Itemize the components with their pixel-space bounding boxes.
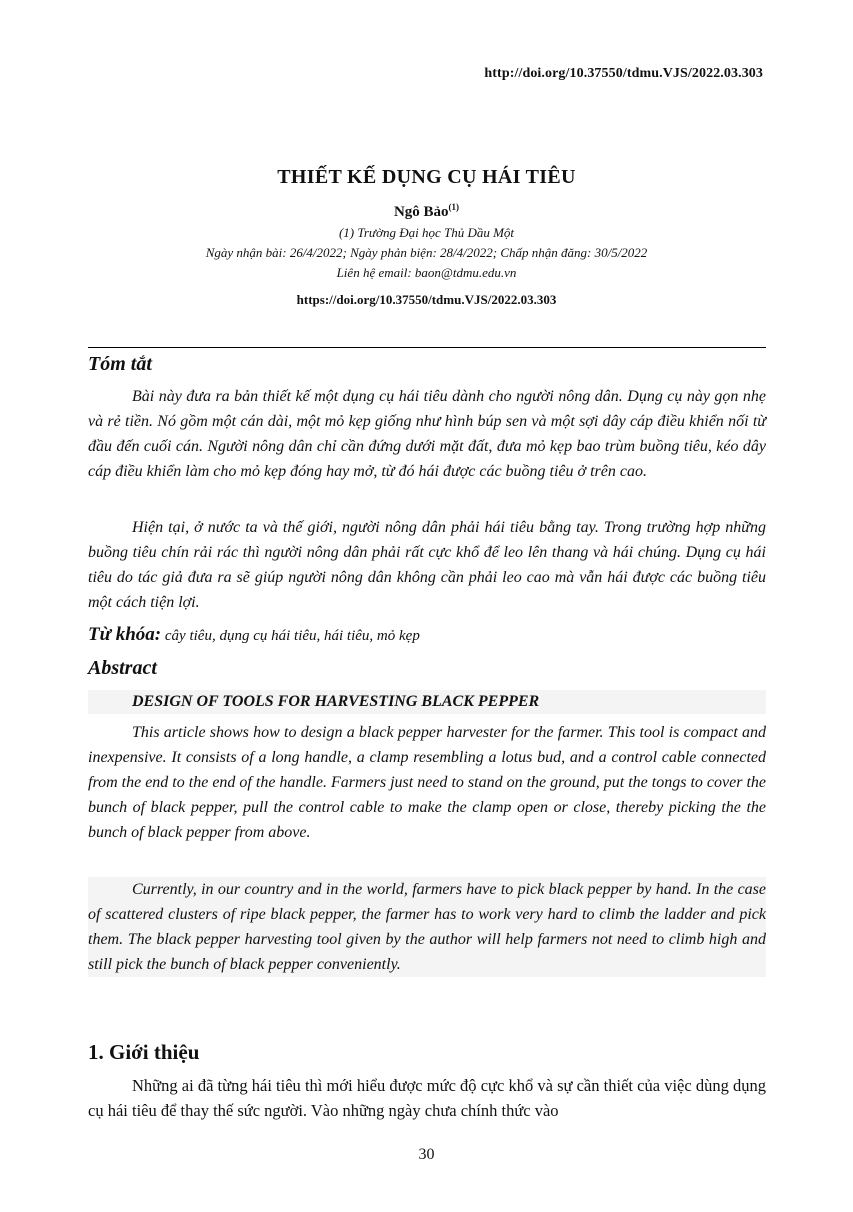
author-line xyxy=(0,202,853,221)
summary-paragraph-1: Bài này đưa ra bản thiết kế một dụng cụ hái tiêu dành cho người nông dân. Dụng cụ này gọn nhẹ và rẻ tiền. Nó gồm một cán dài, một mỏ kẹp giống như hình búp sen và một sợi dây cáp điều khiển nối từ đầu đến cuối cán. Người nông dân chỉ cần đứng dưới mặt đất, đưa mỏ kẹp bao trùm buồng tiêu, kéo dây cáp điều khiển làm cho mỏ kẹp đóng hay mở, từ đó hái được các buồng tiêu ở trên cao. xyxy=(88,388,766,480)
contact-email: Liên hệ email: baon@tdmu.edu.vn xyxy=(336,265,517,280)
keywords-list: cây tiêu, dụng cụ hái tiêu, hái tiêu, mỏ kẹp xyxy=(161,628,420,644)
keywords xyxy=(88,624,766,646)
abstract-title: DESIGN OF TOOLS FOR HARVESTING BLACK PEPPER xyxy=(88,690,766,714)
keywords-label: Từ khóa: xyxy=(88,624,162,645)
affiliation: (1) Trường Đại học Thủ Dầu Một xyxy=(338,225,515,240)
author-affiliation-marker: (1) xyxy=(448,202,460,212)
section-divider xyxy=(88,347,766,348)
abstract-heading: Abstract xyxy=(88,657,157,679)
summary-paragraph-2: Hiện tại, ở nước ta và thế giới, người nông dân phải hái tiêu bằng tay. Trong trường hợp những buồng tiêu chín rải rác thì người nông dân phải rất cực khổ để leo lên thang và hái chúng. Dụng cụ hái tiêu do tác giả đưa ra sẽ giúp người nông dân không cần phải leo cao mà vẫn hái được các buồng tiêu một cách tiện lợi. xyxy=(88,519,766,611)
summary-heading: Tóm tắt xyxy=(88,353,152,375)
intro-paragraph: Những ai đã từng hái tiêu thì mới hiểu được mức độ cực khổ và sự cần thiết của việc dùng dụng cụ hái tiêu để thay thế sức người. Vào những ngày chưa chính thức vào xyxy=(88,1076,766,1120)
page-number: 30 xyxy=(418,1146,435,1163)
article-title: THIẾT KẾ DỤNG CỤ HÁI TIÊU xyxy=(277,166,576,188)
intro-heading: 1. Giới thiệu xyxy=(88,1040,200,1064)
abstract-paragraph-2: Currently, in our country and in the world, farmers have to pick black pepper by hand. In the case of scattered clusters of ripe black pepper, the farmer has to work very hard to climb the ladder and pick them. The black pepper harvesting tool given by the author will help farmers not need to climb high and still pick the bunch of black pepper conveniently. xyxy=(88,877,766,977)
author-name: Ngô Bảo xyxy=(393,204,449,220)
submission-dates: Ngày nhận bài: 26/4/2022; Ngày phản biện: 28/4/2022; Chấp nhận đăng: 30/5/2022 xyxy=(205,245,648,260)
abstract-paragraph-1: This article shows how to design a black pepper harvester for the farmer. This tool is compact and inexpensive. It consists of a long handle, a clamp resembling a lotus bud, and a control cable connected from the end to the end of the handle. Farmers just need to stand on the ground, put the tongs to cover the bunch of black pepper, pull the control cable to make the clamp open or close, thereby picking the the bunch of black pepper from above. xyxy=(88,724,766,841)
doi-header: http://doi.org/10.37550/tdmu.VJS/2022.03.303 xyxy=(484,66,763,81)
doi-link[interactable]: https://doi.org/10.37550/tdmu.VJS/2022.03.303 xyxy=(296,292,557,307)
